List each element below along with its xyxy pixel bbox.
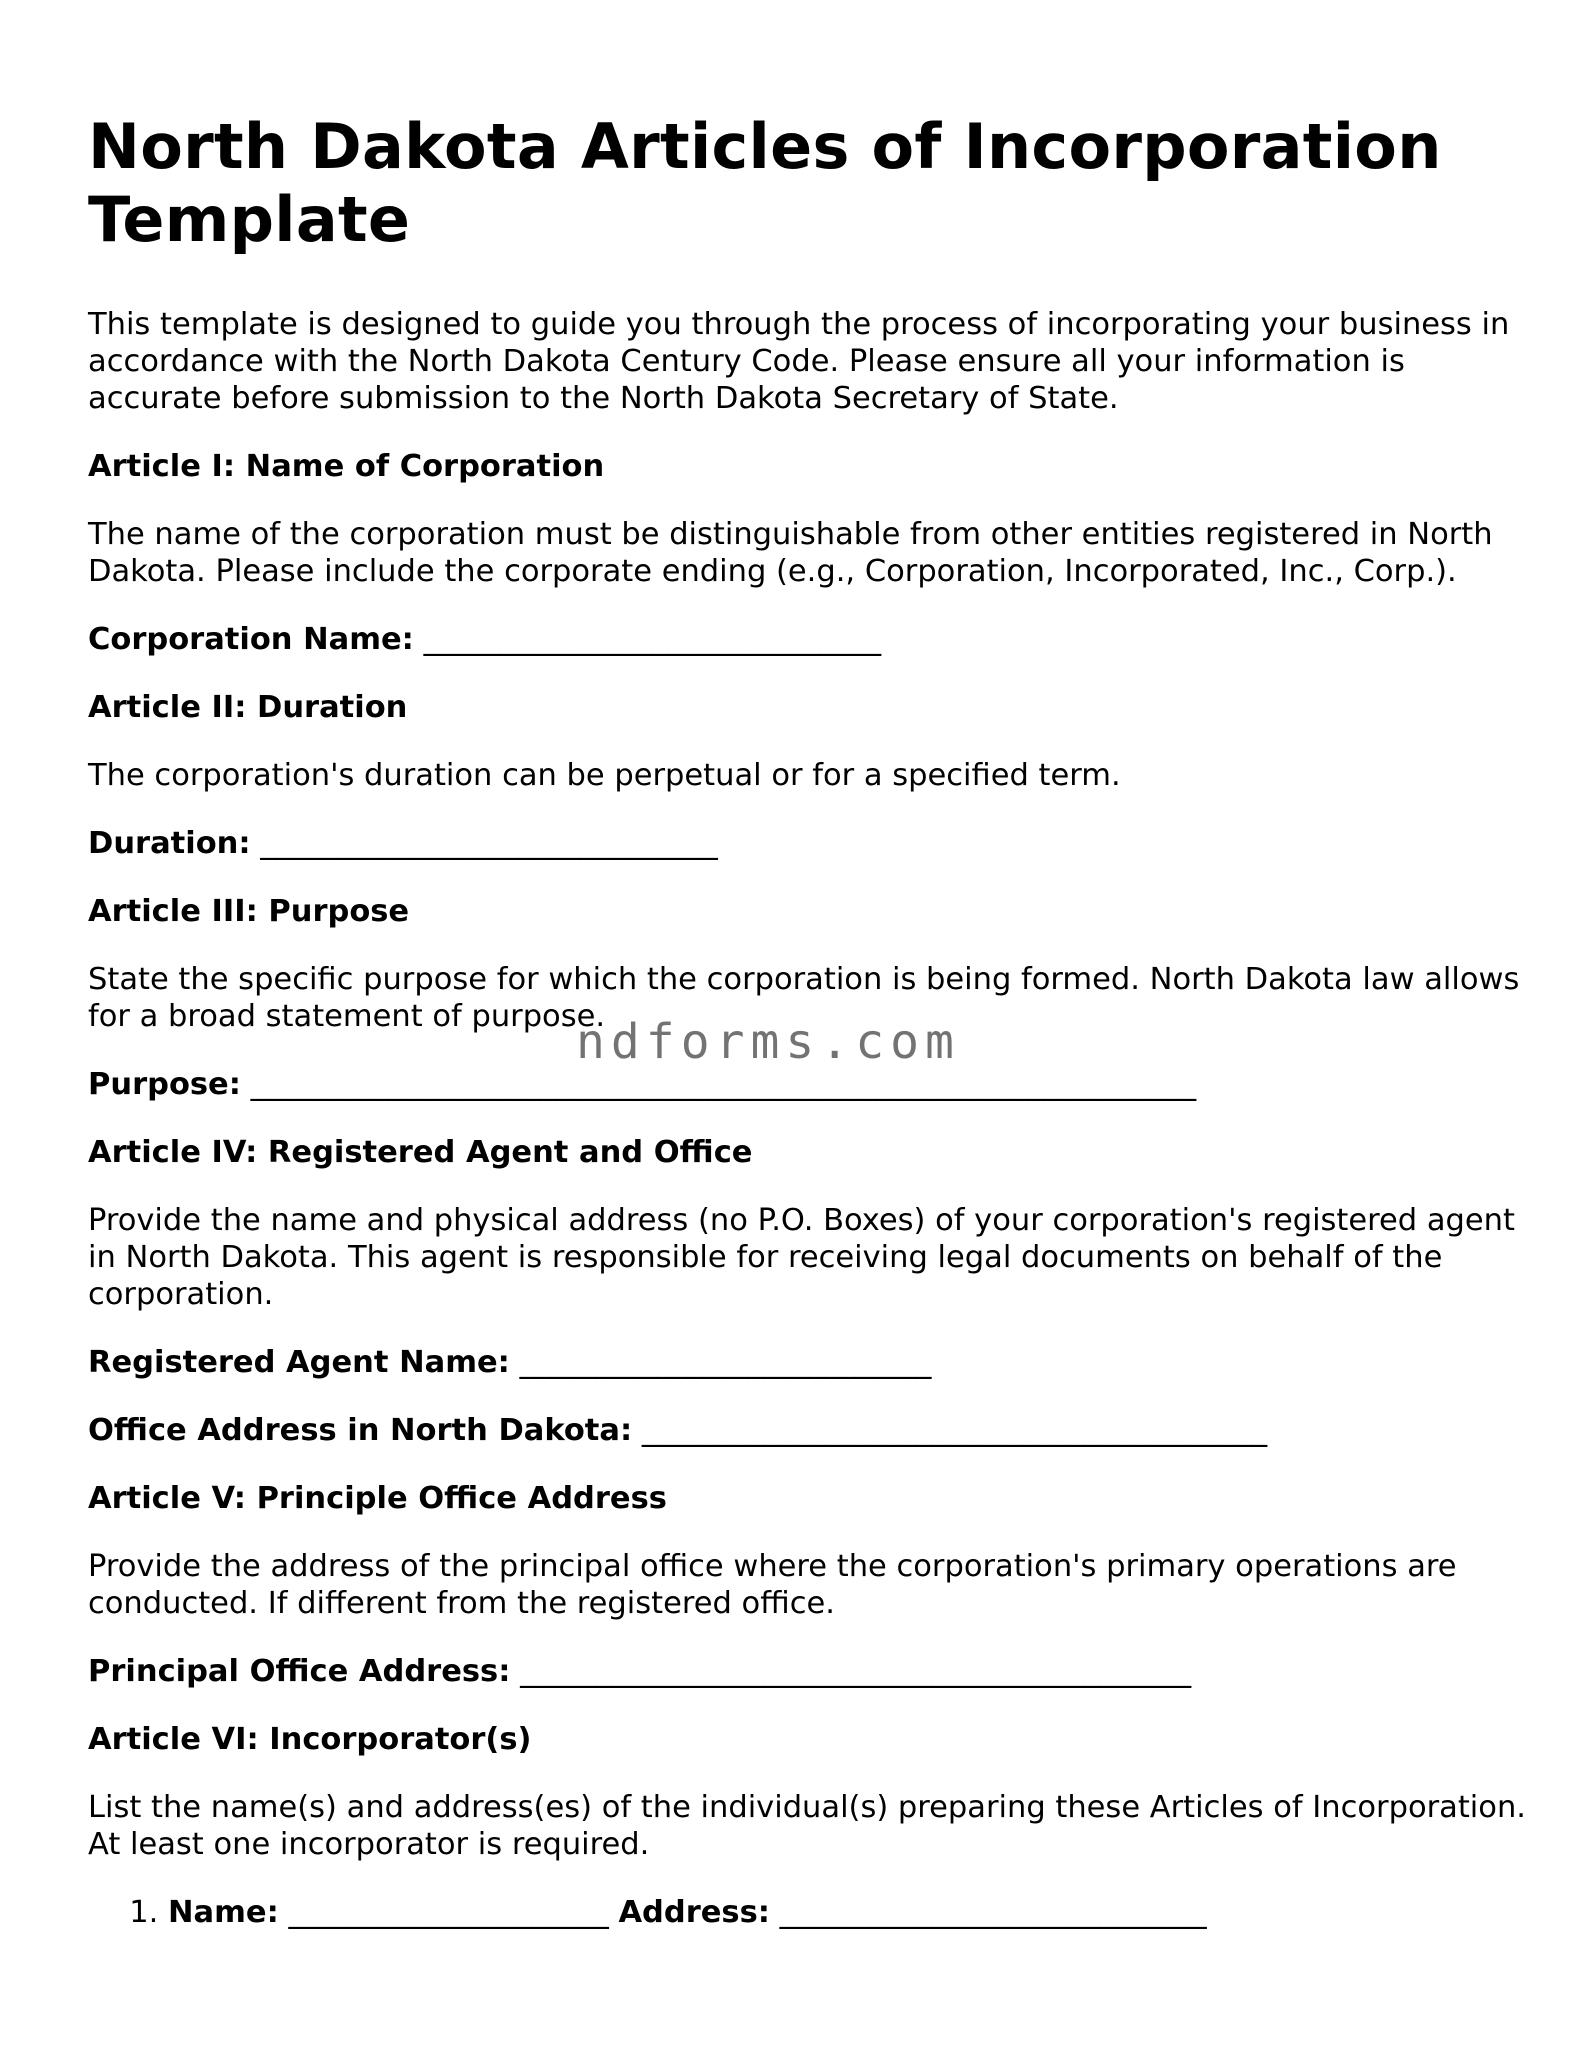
page-title: North Dakota Articles of Incorporation Template xyxy=(88,110,1442,256)
duration-blank[interactable]: ______________________________ xyxy=(260,826,718,861)
corporation-name-field[interactable] xyxy=(88,621,1528,658)
incorporator-address-label: Address: xyxy=(618,1895,770,1930)
intro-paragraph: This template is designed to guide you through the process of incorporating your business in accordance with the North Dakota Century Code. Please ensure all your information is accurate before submission to the North Dakota Secretary of State. xyxy=(88,307,1510,416)
article-2-heading: Article II: Duration xyxy=(88,690,408,725)
principal-office-label: Principal Office Address: xyxy=(88,1654,511,1689)
registered-agent-label: Registered Agent Name: xyxy=(88,1345,510,1380)
document-page xyxy=(88,110,1528,1931)
purpose-label: Purpose: xyxy=(88,1067,241,1102)
article-3-heading: Article III: Purpose xyxy=(88,894,410,929)
duration-field[interactable] xyxy=(88,825,1528,862)
incorporator-name-label: Name: xyxy=(168,1895,279,1930)
duration-label: Duration: xyxy=(88,826,251,861)
article-6-text: List the name(s) and address(es) of the individual(s) preparing these Articles of Incorporation. At least one incorporator is required. xyxy=(88,1790,1526,1862)
office-address-field[interactable] xyxy=(88,1412,1528,1449)
article-5-text: Provide the address of the principal office where the corporation's primary operations are conducted. If different from the registered office. xyxy=(88,1549,1457,1621)
article-4-text: Provide the name and physical address (no P.O. Boxes) of your corporation's registered agent in North Dakota. This agent is responsible for receiving legal documents on behalf of the corporation. xyxy=(88,1203,1515,1312)
incorporator-address-blank[interactable]: ____________________________ xyxy=(779,1895,1207,1930)
principal-office-field[interactable] xyxy=(88,1653,1528,1690)
corporation-name-blank[interactable]: ______________________________ xyxy=(423,622,882,657)
principal-office-blank[interactable]: ____________________________________________ xyxy=(520,1654,1192,1689)
article-1-heading: Article I: Name of Corporation xyxy=(88,449,605,484)
article-1-text: The name of the corporation must be distinguishable from other entities registered in North Dakota. Please include the corporate ending (e.g., Corporation, Incorporated, Inc., Corp.). xyxy=(88,517,1493,589)
article-6-heading: Article VI: Incorporator(s) xyxy=(88,1722,532,1757)
article-2-text: The corporation's duration can be perpetual or for a specified term. xyxy=(88,758,1121,793)
office-address-label: Office Address in North Dakota: xyxy=(88,1413,633,1448)
watermark: ndforms.com xyxy=(576,1014,960,1070)
article-4-heading: Article IV: Registered Agent and Office xyxy=(88,1135,753,1170)
incorporator-item[interactable] xyxy=(168,1894,1528,1931)
purpose-field[interactable] xyxy=(88,1066,1528,1103)
office-address-blank[interactable]: _________________________________________ xyxy=(641,1413,1268,1448)
registered-agent-blank[interactable]: ___________________________ xyxy=(519,1345,932,1380)
purpose-blank[interactable]: ______________________________________________________________ xyxy=(250,1067,1197,1102)
article-3-text: State the specific purpose for which the corporation is being formed. North Dakota law allows for a broad statement of purpose. xyxy=(88,962,1520,1034)
incorporator-list xyxy=(88,1894,1528,1931)
incorporator-name-blank[interactable]: _____________________ xyxy=(288,1895,609,1930)
registered-agent-field[interactable] xyxy=(88,1344,1528,1381)
article-5-heading: Article V: Principle Office Address xyxy=(88,1481,667,1516)
corporation-name-label: Corporation Name: xyxy=(88,622,414,657)
